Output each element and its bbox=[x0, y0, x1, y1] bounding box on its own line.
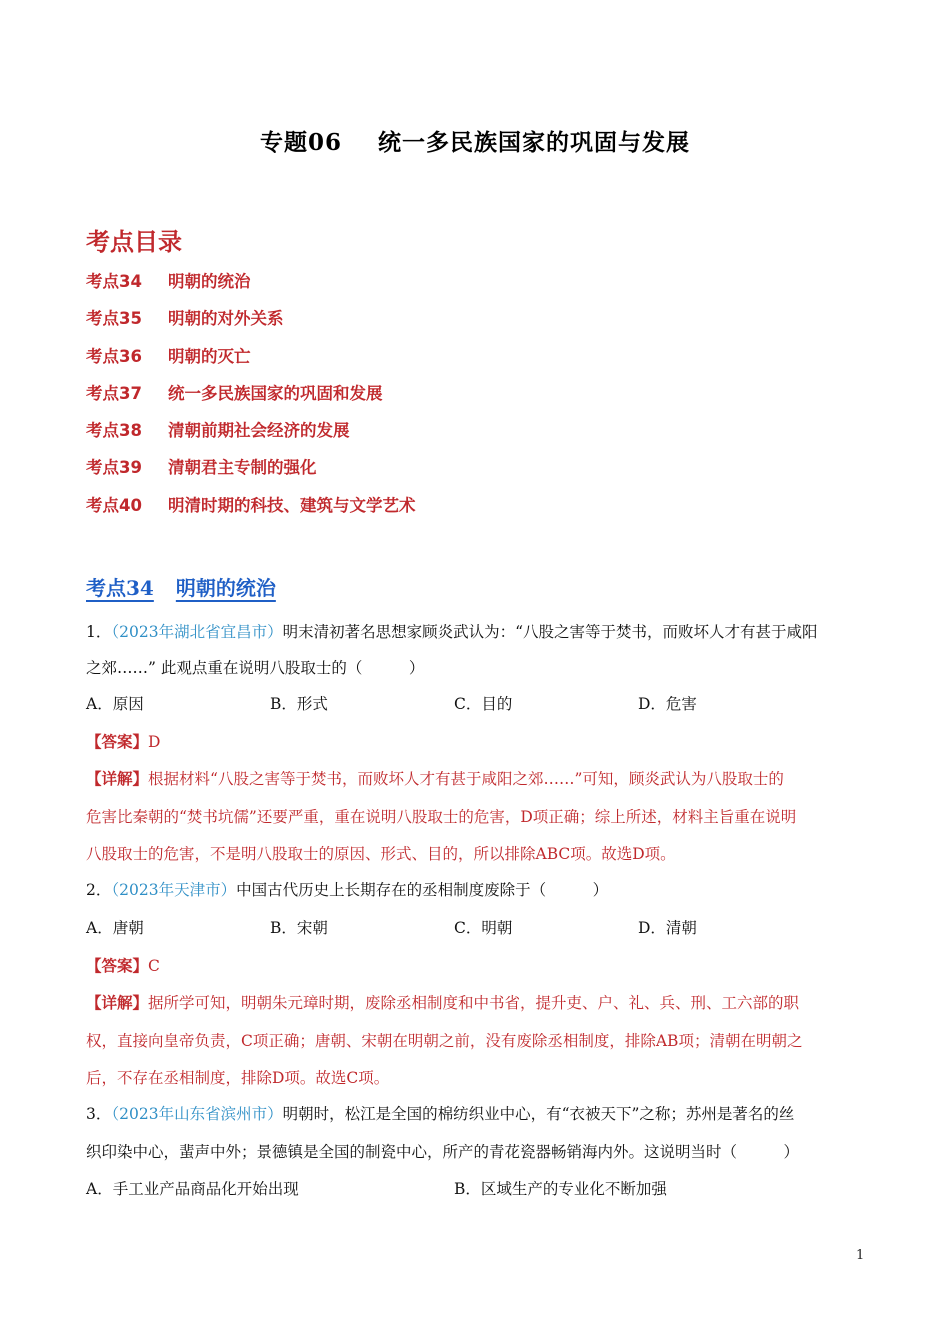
question-3-line-2: 织印染中心，蜚声中外；景德镇是全国的制瓷中心，所产的青花瓷器畅销海内外。这说明当时（ ） bbox=[86, 1143, 800, 1161]
toc-item[interactable] bbox=[86, 268, 416, 305]
toc-item-number: 考点40 bbox=[86, 495, 142, 515]
question-1-answer bbox=[86, 730, 866, 754]
question-source: （2023年湖北省宜昌市） bbox=[111, 623, 283, 641]
question-3-line-1 bbox=[86, 1102, 866, 1126]
answer-value: D bbox=[148, 733, 161, 751]
option-b[interactable]: B．宋朝 bbox=[270, 919, 328, 937]
option-a[interactable]: A．手工业产品商品化开始出现 bbox=[86, 1180, 299, 1198]
question-1-detail-line-2: 危害比秦朝的“焚书坑儒”还要严重，重在说明八股取士的危害，D项正确；综上所述，材料主旨重在说明 bbox=[86, 808, 797, 826]
section-title: 明朝的统治 bbox=[175, 576, 276, 600]
toc-item[interactable] bbox=[86, 492, 416, 529]
page-number: 1 bbox=[856, 1248, 865, 1263]
question-1-options bbox=[86, 692, 866, 716]
toc-item-number: 考点38 bbox=[86, 421, 142, 441]
question-number: 3． bbox=[86, 1105, 112, 1123]
option-c[interactable]: C．明朝 bbox=[454, 919, 513, 937]
section-number: 考点34 bbox=[86, 576, 154, 600]
question-2-detail-line-1 bbox=[86, 991, 866, 1015]
question-1-detail-line-1 bbox=[86, 767, 866, 791]
toc-item-label: 明朝的对外关系 bbox=[168, 309, 284, 329]
question-text: 明朝时，松江是全国的棉纺织业中心，有“衣被天下”之称；苏州是著名的丝 bbox=[282, 1105, 795, 1123]
toc-item-label: 明朝的统治 bbox=[168, 272, 251, 291]
toc-item-number: 考点36 bbox=[86, 346, 142, 366]
question-2-detail-line-2: 权，直接向皇帝负责，C项正确；唐朝、宋朝在明朝之前，没有废除丞相制度，排除AB项；清朝在明朝之 bbox=[86, 1032, 803, 1050]
question-2-line-1 bbox=[86, 878, 866, 902]
option-a[interactable]: A．唐朝 bbox=[86, 919, 144, 937]
toc-item-label: 明朝的灭亡 bbox=[168, 346, 251, 366]
table-of-contents bbox=[86, 268, 416, 529]
toc-item-label: 清朝前期社会经济的发展 bbox=[168, 421, 350, 441]
detail-label: 【详解】 bbox=[86, 993, 149, 1012]
detail-text: 据所学可知，明朝朱元璋时期，废除丞相制度和中书省，提升吏、户、礼、兵、刑、工六部的职 bbox=[148, 994, 800, 1012]
option-d[interactable]: D．危害 bbox=[638, 695, 697, 713]
question-source: （2023年山东省滨州市） bbox=[111, 1105, 283, 1123]
option-a[interactable]: A．原因 bbox=[86, 695, 144, 713]
toc-item-label: 明清时期的科技、建筑与文学艺术 bbox=[168, 495, 416, 515]
toc-item-number: 考点35 bbox=[86, 309, 142, 329]
question-1-line-1 bbox=[86, 620, 866, 644]
option-c[interactable]: C．目的 bbox=[454, 695, 513, 713]
option-d[interactable]: D．清朝 bbox=[638, 919, 697, 937]
question-text: 中国古代历史上长期存在的丞相制度废除于（ ） bbox=[236, 881, 609, 899]
question-1-line-2: 之郊……” 此观点重在说明八股取士的（ ） bbox=[86, 659, 425, 677]
detail-label: 【详解】 bbox=[86, 769, 149, 788]
question-1-detail-line-3: 八股取士的危害，不是明八股取士的原因、形式、目的，所以排除ABC项。故选D项。 bbox=[86, 845, 676, 863]
question-2-options bbox=[86, 916, 866, 940]
title-topic-number: 专题06 bbox=[259, 129, 342, 156]
question-number: 1． bbox=[86, 623, 112, 641]
question-source: （2023年天津市） bbox=[111, 881, 237, 899]
question-3-options bbox=[86, 1177, 866, 1201]
question-2-detail-line-3: 后，不存在丞相制度，排除D项。故选C项。 bbox=[86, 1069, 390, 1087]
title-topic-name: 统一多民族国家的巩固与发展 bbox=[378, 129, 690, 156]
toc-item-number: 考点34 bbox=[86, 272, 142, 291]
option-b[interactable]: B．形式 bbox=[270, 695, 328, 713]
question-text: 明末清初著名思想家顾炎武认为：“八股之害等于焚书，而败坏人才有甚于咸阳 bbox=[282, 623, 818, 641]
toc-item-label: 清朝君主专制的强化 bbox=[168, 458, 317, 478]
toc-item[interactable] bbox=[86, 417, 416, 454]
detail-text: 根据材料“八股之害等于焚书，而败坏人才有甚于咸阳之郊……”可知，顾炎武认为八股取士的 bbox=[148, 770, 784, 788]
option-b[interactable]: B．区域生产的专业化不断加强 bbox=[454, 1180, 667, 1198]
answer-value: C bbox=[148, 957, 160, 975]
answer-label: 【答案】 bbox=[86, 956, 149, 975]
toc-item-number: 考点37 bbox=[86, 383, 142, 403]
toc-item-number: 考点39 bbox=[86, 458, 142, 478]
question-number: 2． bbox=[86, 881, 112, 899]
page-title bbox=[0, 124, 950, 157]
toc-item[interactable] bbox=[86, 380, 416, 417]
question-2-answer bbox=[86, 954, 866, 978]
section-heading-link[interactable] bbox=[86, 572, 276, 601]
toc-item-label: 统一多民族国家的巩固和发展 bbox=[168, 383, 383, 403]
toc-heading: 考点目录 bbox=[86, 228, 182, 256]
answer-label: 【答案】 bbox=[86, 732, 149, 751]
toc-item[interactable] bbox=[86, 305, 416, 342]
toc-item[interactable] bbox=[86, 343, 416, 380]
toc-item[interactable] bbox=[86, 454, 416, 491]
